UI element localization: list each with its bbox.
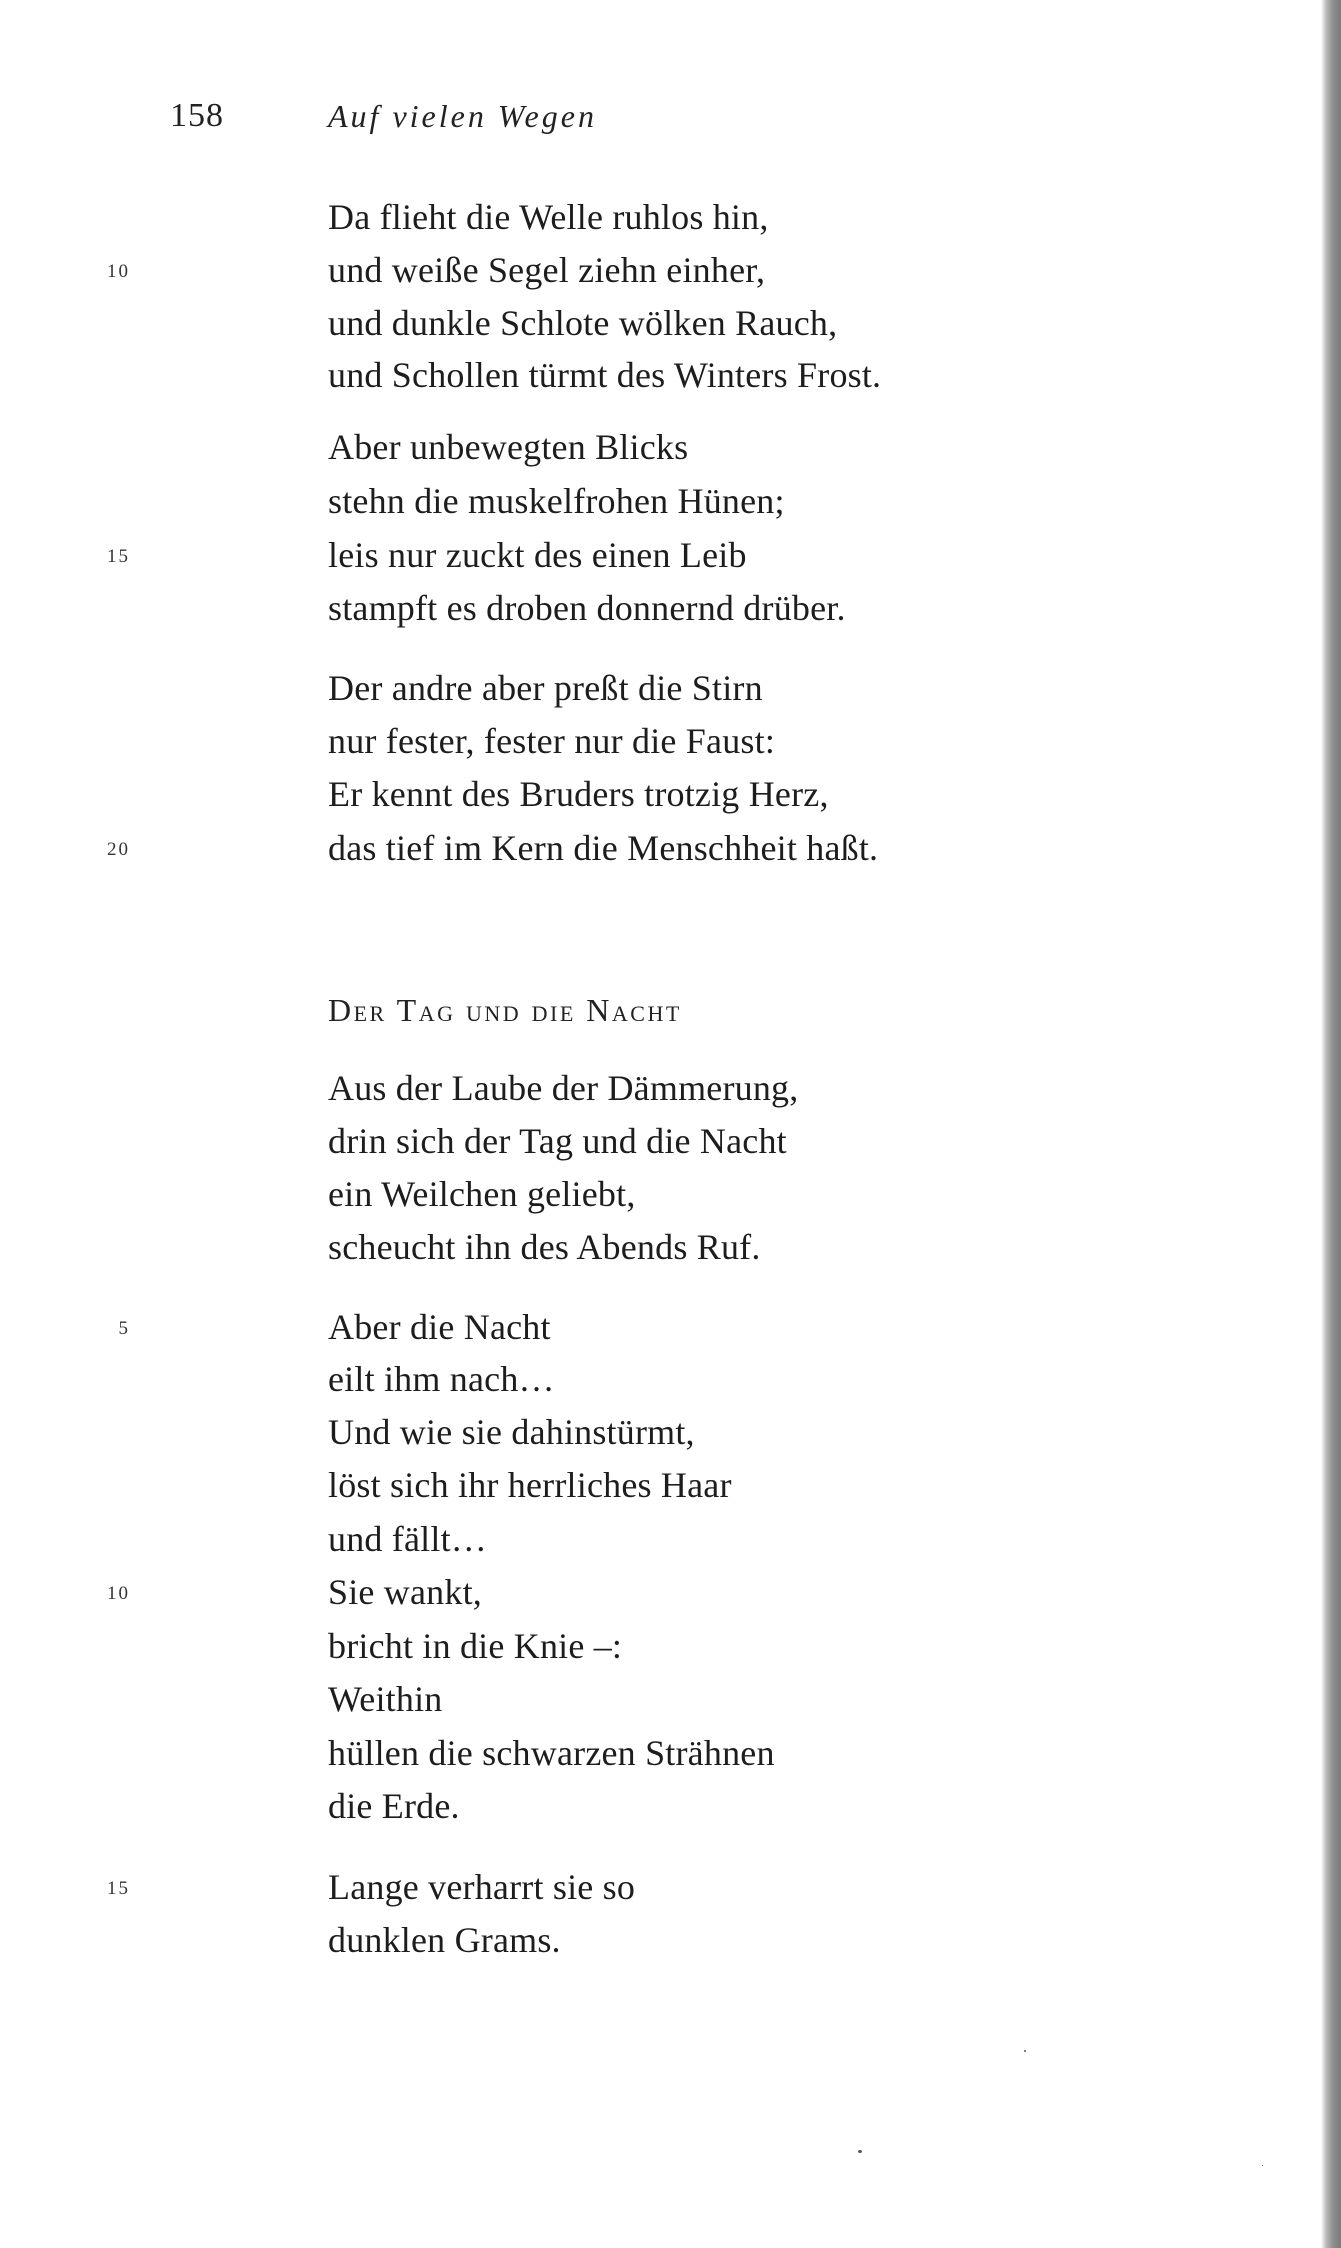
verse-line: und weiße Segel ziehn einher,	[328, 250, 766, 290]
verse-line: drin sich der Tag und die Nacht	[328, 1121, 787, 1161]
verse-line: leis nur zuckt des einen Leib	[328, 535, 747, 575]
poem-title: Der Tag und die Nacht	[328, 992, 682, 1028]
verse-line: die Erde.	[328, 1786, 460, 1826]
verse-line: Aus der Laube der Dämmerung,	[328, 1068, 799, 1108]
verse-line: löst sich ihr herrliches Haar	[328, 1465, 732, 1505]
line-number: 20	[107, 839, 130, 860]
verse-line: eilt ihm nach…	[328, 1359, 555, 1399]
verse-line: hüllen die schwarzen Strähnen	[328, 1733, 775, 1773]
line-number: 10	[107, 261, 130, 282]
verse-line: Lange verharrt sie so	[328, 1867, 636, 1907]
running-head	[0, 96, 1341, 140]
verse-line: das tief im Kern die Menschheit haßt.	[328, 828, 879, 868]
verse-line: und Schollen türmt des Winters Frost.	[328, 355, 882, 395]
scan-speck	[1262, 2165, 1263, 2166]
verse-line: Und wie sie dahinstürmt,	[328, 1412, 695, 1452]
verse-line: dunklen Grams.	[328, 1920, 561, 1960]
verse-line: nur fester, fester nur die Faust:	[328, 721, 776, 761]
verse-line: Der andre aber preßt die Stirn	[328, 668, 763, 708]
verse-line: Er kennt des Bruders trotzig Herz,	[328, 774, 829, 814]
verse-line: und dunkle Schlote wölken Rauch,	[328, 303, 838, 343]
line-number: 15	[107, 1878, 130, 1899]
verse-line: und fällt…	[328, 1519, 487, 1559]
verse-line: Aber die Nacht	[328, 1307, 551, 1347]
scan-speck	[1024, 2050, 1026, 2052]
line-number: 5	[118, 1318, 130, 1339]
verse-line: ein Weilchen geliebt,	[328, 1174, 636, 1214]
verse-line: scheucht ihn des Abends Ruf.	[328, 1227, 761, 1267]
verse-line: Da flieht die Welle ruhlos hin,	[328, 197, 769, 237]
scan-speck	[858, 2150, 862, 2153]
verse-line: Aber unbewegten Blicks	[328, 427, 689, 467]
line-number: 10	[107, 1583, 130, 1604]
verse-line: bricht in die Knie –:	[328, 1626, 623, 1666]
verse-line: stampft es droben donnernd drüber.	[328, 588, 846, 628]
page-number: 158	[170, 97, 224, 134]
page-edge-shadow	[1321, 0, 1341, 2248]
line-number: 15	[107, 546, 130, 567]
verse-line: Weithin	[328, 1679, 443, 1719]
verse-line: stehn die muskelfrohen Hünen;	[328, 481, 785, 521]
verse-line: Sie wankt,	[328, 1572, 482, 1612]
running-title: Auf vielen Wegen	[328, 98, 597, 134]
